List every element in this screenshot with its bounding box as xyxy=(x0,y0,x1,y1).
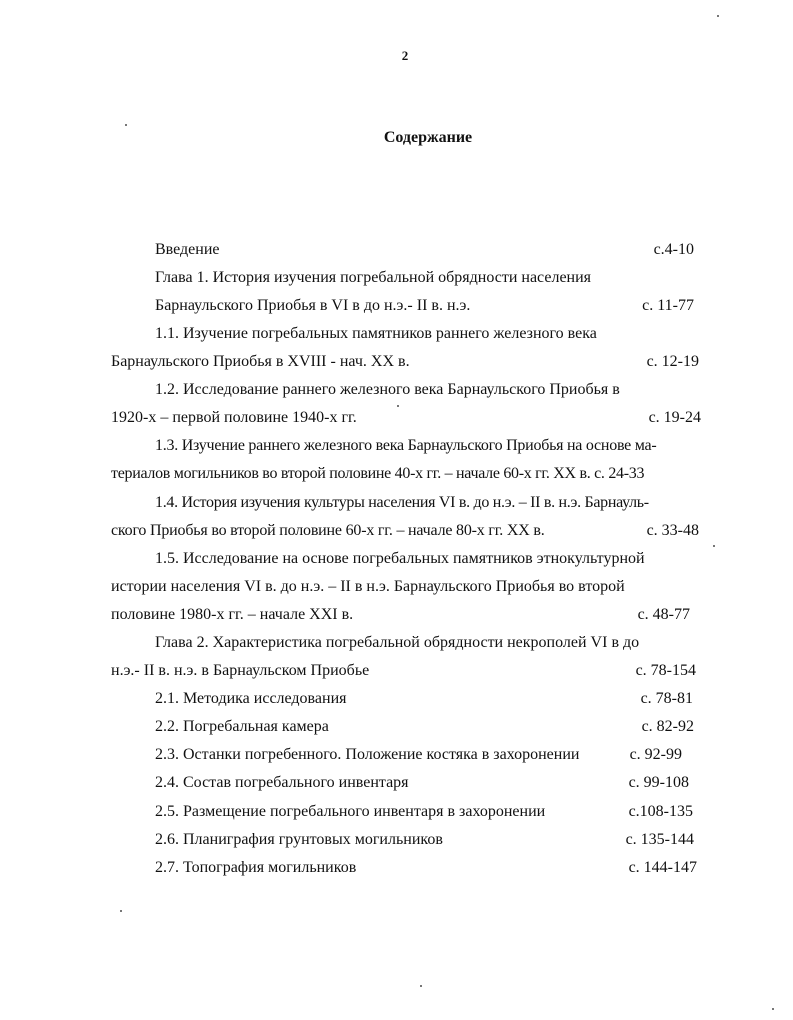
toc-page-chapter1: с. 11-77 xyxy=(642,297,694,314)
toc-entry-1-5-cont: истории населения VI в. до н.э. – II в н.э. Барнаульского Приобья во второй xyxy=(111,578,625,595)
scan-speck xyxy=(125,124,127,126)
toc-page-2-7: с. 144-147 xyxy=(628,859,697,876)
toc-entry-1-3-cont: териалов могильников во второй половине 40-х гг. – начале 60-х гг. XX в. с. 24-33 xyxy=(111,465,645,482)
toc-entry-1-2: 1.2. Исследование раннего железного века Барнаульского Приобья в xyxy=(155,381,620,398)
scan-speck xyxy=(772,1008,774,1010)
page-number: 2 xyxy=(401,48,409,63)
scan-speck xyxy=(713,545,715,547)
toc-page-2-5: с.108-135 xyxy=(628,803,693,820)
toc-page-1-4: с. 33-48 xyxy=(646,522,699,539)
toc-entry-1-3: 1.3. Изучение раннего железного века Барнаульского Приобья на основе ма- xyxy=(155,437,657,454)
page-title: Содержание xyxy=(383,129,473,146)
toc-entry-2-6: 2.6. Планиграфия грунтовых могильников xyxy=(155,831,443,848)
toc-entry-2-7: 2.7. Топография могильников xyxy=(155,859,357,876)
toc-page-chapter2: с. 78-154 xyxy=(635,662,696,679)
toc-page-2-2: с. 82-92 xyxy=(641,718,694,735)
toc-page-1-5: с. 48-77 xyxy=(637,606,690,623)
toc-page-2-1: с. 78-81 xyxy=(640,690,693,707)
toc-page-intro: с.4-10 xyxy=(653,241,694,258)
toc-page-2-3: с. 92-99 xyxy=(629,746,682,763)
toc-entry-1-4-cont: ского Приобья во второй половине 60-х гг. – начале 80-х гг. XX в. xyxy=(111,522,545,539)
toc-entry-chapter2: Глава 2. Характеристика погребальной обрядности некрополей VI в до xyxy=(155,634,640,651)
toc-page-2-4: с. 99-108 xyxy=(628,774,689,791)
toc-entry-2-2: 2.2. Погребальная камера xyxy=(155,718,329,735)
toc-entry-intro: Введение xyxy=(155,241,220,258)
toc-entry-chapter1-cont: Барнаульского Приобья в VI в до н.э.- II в. н.э. xyxy=(155,297,471,314)
toc-entry-1-2-cont: 1920-х – первой половине 1940-х гг. xyxy=(111,409,357,426)
scan-speck xyxy=(397,405,399,407)
toc-entry-1-5: 1.5. Исследование на основе погребальных памятников этнокультурной xyxy=(155,550,645,567)
toc-entry-2-5: 2.5. Размещение погребального инвентаря в захоронении xyxy=(155,803,546,820)
toc-entry-1-1-cont: Барнаульского Приобья в XVIII - нач. XX в. xyxy=(111,353,410,370)
toc-page-2-6: с. 135-144 xyxy=(625,831,694,848)
scan-speck xyxy=(420,985,422,987)
toc-entry-1-5-cont2: половине 1980-х гг. – начале XXI в. xyxy=(111,606,354,623)
toc-entry-1-1: 1.1. Изучение погребальных памятников раннего железного века xyxy=(155,325,597,342)
toc-page-1-1: с. 12-19 xyxy=(646,353,699,370)
toc-entry-2-4: 2.4. Состав погребального инвентаря xyxy=(155,774,409,791)
scan-speck xyxy=(120,910,122,912)
toc-entry-chapter1: Глава 1. История изучения погребальной обрядности населения xyxy=(155,269,592,286)
toc-entry-chapter2-cont: н.э.- II в. н.э. в Барнаульском Приобье xyxy=(111,662,370,679)
toc-page-1-2: с. 19-24 xyxy=(648,409,701,426)
toc-entry-2-1: 2.1. Методика исследования xyxy=(155,690,347,707)
toc-entry-2-3: 2.3. Останки погребенного. Положение костяка в захоронении xyxy=(155,746,580,763)
toc-entry-1-4: 1.4. История изучения культуры населения VI в. до н.э. – II в. н.э. Барнауль- xyxy=(155,494,649,511)
scan-speck xyxy=(717,15,719,17)
